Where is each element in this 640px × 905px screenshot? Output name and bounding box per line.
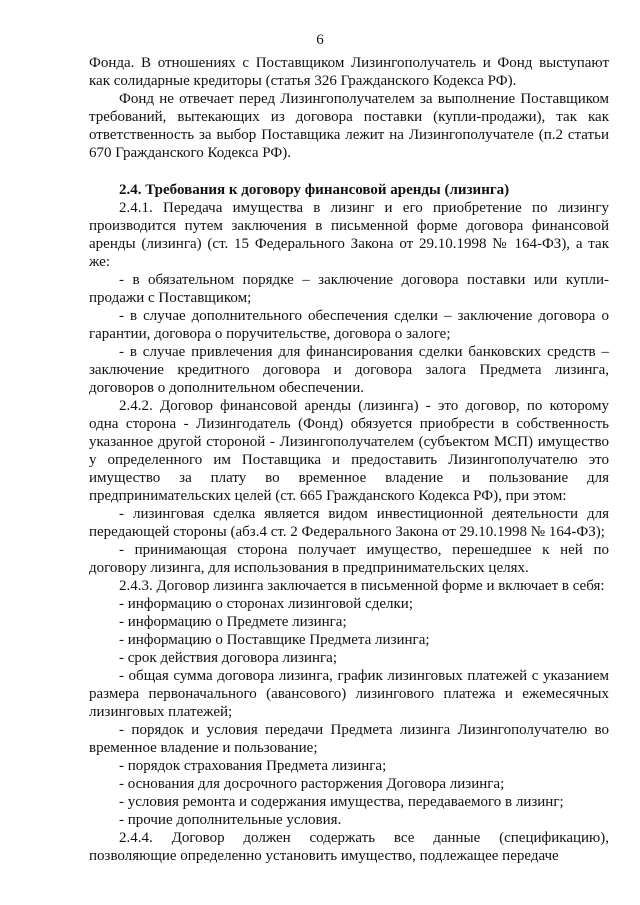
paragraph-2-4-1: 2.4.1. Передача имущества в лизинг и его приобретение по лизингу производится путем заключения в письменной форме договора финансовой аренды (лизинга) (ст. 15 Федерального Закона от 29.10.1998 № 164-ФЗ), а так же: <box>89 200 609 270</box>
section-heading-2-4: 2.4. Требования к договору финансовой аренды (лизинга) <box>119 182 510 198</box>
paragraph-2-4-2: 2.4.2. Договор финансовой аренды (лизинга) - это договор, по которому одна сторона - Лизингодатель (Фонд) обязуется приобрести в собственность указанное другой стороной - Лизингополучателем (субъектом МСП) имущество у определенного им Поставщика и предоставить Лизингополучателю это имущество за плату во временное владение и пользование для предпринимательских целей (ст. 665 Гражданского Кодекса РФ), при этом: <box>89 398 609 504</box>
list-item: - в обязательном порядке – заключение договора поставки или купли-продажи с Поставщиком; <box>89 272 609 306</box>
list-item: - информацию о Предмете лизинга; <box>119 614 347 630</box>
list-item: - в случае привлечения для финансирования сделки банковских средств – заключение кредитного договора и договора залога Предмета лизинга, договоров о дополнительном обеспечении. <box>89 344 609 396</box>
paragraph-fund-creditors: Фонда. В отношениях с Поставщиком Лизингополучатель и Фонд выступают как солидарные кредиторы (статья 326 Гражданского Кодекса РФ). <box>89 55 609 89</box>
paragraph-2-4-4: 2.4.4. Договор должен содержать все данные (спецификацию), позволяющие определенно установить имущество, подлежащее передаче <box>89 830 609 864</box>
list-item: - срок действия договора лизинга; <box>119 650 337 666</box>
list-item: - лизинговая сделка является видом инвестиционной деятельности для передающей стороны (абз.4 ст. 2 Федерального Закона от 29.10.1998 № 164-ФЗ); <box>89 506 609 540</box>
list-item: - общая сумма договора лизинга, график лизинговых платежей с указанием размера первоначального (авансового) лизингового платежа и ежемесячных лизинговых платежей; <box>89 668 609 720</box>
list-item: - информацию о сторонах лизинговой сделки; <box>119 596 413 612</box>
page-number: 6 <box>316 32 324 48</box>
list-item: - принимающая сторона получает имущество, перешедшее к ней по договору лизинга, для использования в предпринимательских целях. <box>89 542 609 576</box>
list-item: - прочие дополнительные условия. <box>119 812 342 828</box>
list-item: - условия ремонта и содержания имущества, передаваемого в лизинг; <box>119 794 564 810</box>
paragraph-fund-liability: Фонд не отвечает перед Лизингополучателем за выполнение Поставщиком требований, вытекающих из договора поставки (купли-продажи), так как ответственность за выбор Поставщика лежит на Лизингополучателе (п.2 статьи 670 Гражданского Кодекса РФ). <box>89 91 609 161</box>
document-body <box>89 54 609 865</box>
paragraph-2-4-3: 2.4.3. Договор лизинга заключается в письменной форме и включает в себя: <box>119 578 605 594</box>
list-item: - основания для досрочного расторжения Договора лизинга; <box>119 776 505 792</box>
list-item: - в случае дополнительного обеспечения сделки – заключение договора о гарантии, договора о поручительстве, договора о залоге; <box>89 308 609 342</box>
list-item: - порядок и условия передачи Предмета лизинга Лизингополучателю во временное владение и пользование; <box>89 722 609 756</box>
list-item: - порядок страхования Предмета лизинга; <box>119 758 387 774</box>
list-item: - информацию о Поставщике Предмета лизинга; <box>119 632 430 648</box>
